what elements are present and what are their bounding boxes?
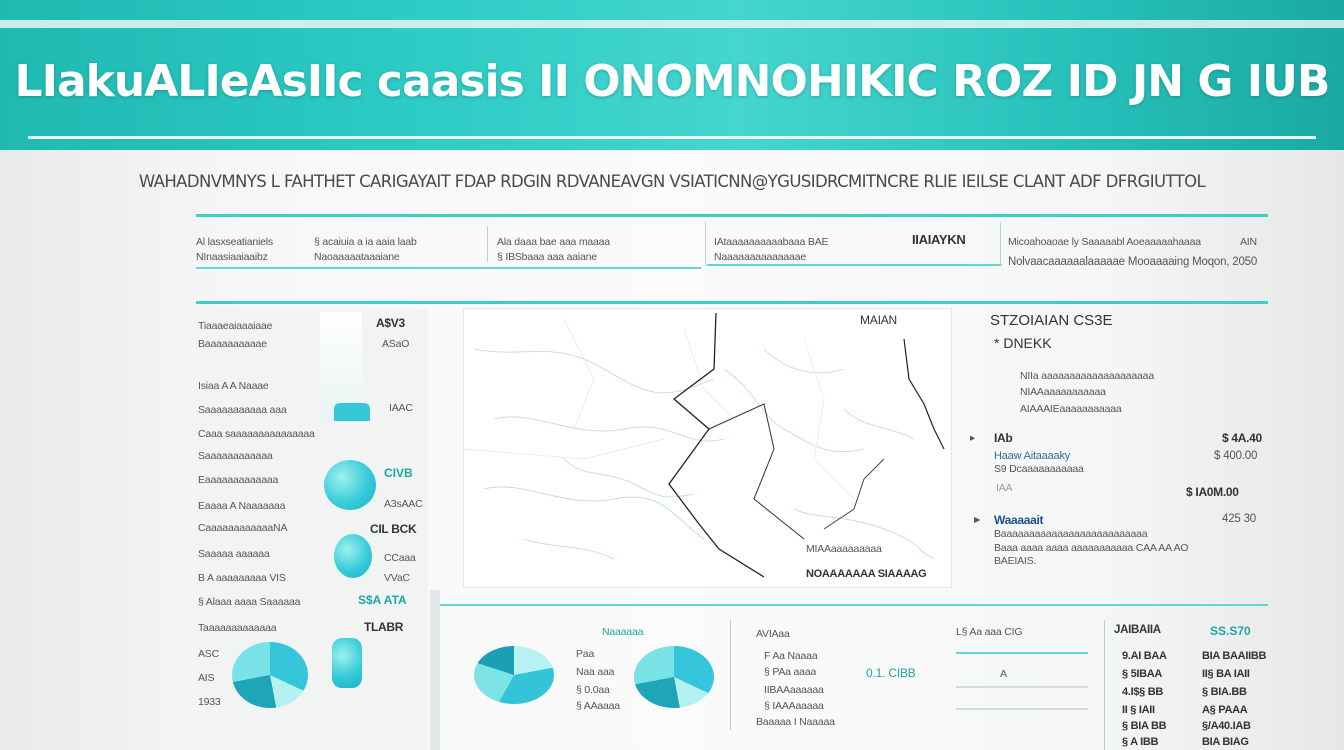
bottom-table-row-0-c0: 9.AI BAA bbox=[1122, 650, 1167, 662]
info-row-bottom-rule-left bbox=[196, 267, 701, 269]
info-row-top-rule bbox=[196, 214, 1268, 217]
info-block-3-line-2: § IBSbaaa aaa aaiane bbox=[497, 251, 597, 263]
left-row-3-label: Saaaaaaaaaaa aaa bbox=[198, 404, 287, 416]
left-row-9-label: Saaaaa aaaaaa bbox=[198, 548, 270, 560]
right-line-2: NIAAaaaaaaaaaaa bbox=[1020, 386, 1106, 398]
bottom-table-row-1-c0: § 5IBAA bbox=[1122, 668, 1163, 680]
bottom-col4-rule-2 bbox=[956, 686, 1088, 688]
bottom-table-row-5-c1: BIA BIAG bbox=[1202, 736, 1249, 748]
bottom-pie-right bbox=[634, 646, 714, 708]
info-block-1-line-2: NInaasiaaiaaibz bbox=[196, 251, 268, 263]
bottom-table-row-3-c0: II § IAII bbox=[1122, 704, 1155, 716]
map-border-south bbox=[824, 459, 884, 529]
bottom-table-row-2-c0: 4.I$§ BB bbox=[1122, 686, 1164, 698]
left-row-0-label: Tiaaaeaiaaaiaae bbox=[198, 320, 273, 332]
info-divider-1 bbox=[487, 226, 488, 262]
bottom-center-label: Naaaaaa bbox=[602, 626, 644, 638]
right-note-2: Baaa aaaa aaaa aaaaaaaaaaa CAA AA AO bbox=[994, 542, 1189, 554]
left-row-9-value: CCaaa bbox=[384, 552, 416, 564]
left-row-8-value: CIL BCK bbox=[370, 522, 417, 536]
info-block-6-line-2: Nolvaacaaaaaalaaaaae Mooaaaaing Moqon, 2050 bbox=[1008, 256, 1258, 268]
map-label-top: MAIAN bbox=[860, 313, 898, 327]
left-row-12-label: Taaaaaaaaaaaaa bbox=[198, 622, 277, 634]
bottom-col4-tag: A bbox=[1000, 668, 1007, 680]
left-row-3-value: IAAC bbox=[389, 402, 413, 414]
bottom-legend-3: § AAaaaa bbox=[576, 700, 620, 712]
bottom-col4-rule bbox=[956, 652, 1088, 654]
left-bottom-v1: ASC bbox=[198, 648, 219, 660]
left-bottom-v2: AIS bbox=[198, 672, 215, 684]
bottom-table-row-2-c1: § BIA.BB bbox=[1202, 686, 1247, 698]
left-row-10-value: VVaC bbox=[384, 572, 410, 584]
bottom-table-row-3-c1: A§ PAAA bbox=[1202, 704, 1248, 716]
info-divider-2 bbox=[705, 222, 706, 266]
map-label-bottom-2: NOAAAAAAA SIAAAAG bbox=[806, 568, 927, 580]
left-bottom-v3: 1933 bbox=[198, 696, 221, 708]
bottom-col3-value: 0.1. CIBB bbox=[866, 666, 916, 680]
info-block-2-line-2: Naoaaaaataaaiane bbox=[314, 251, 400, 263]
header-top-line bbox=[0, 20, 1344, 28]
info-block-2-line-1: § acaiuia a ia aaia laab bbox=[314, 236, 417, 248]
info-block-5-label: IIAIAYKN bbox=[912, 232, 966, 247]
bottom-table-header-0: JAIBAIIA bbox=[1114, 624, 1161, 636]
left-bar-fill bbox=[334, 403, 370, 421]
info-block-3-line-1: Ala daaa bae aaa maaaa bbox=[497, 236, 610, 248]
left-row-6-value: CIVB bbox=[384, 466, 413, 480]
right-note-1: Baaaaaaaaaaaaaaaaaaaaaaaaaa bbox=[994, 528, 1148, 540]
bottom-top-rule bbox=[440, 604, 1268, 606]
bottom-col3-line-3: § IAAAaaaaa bbox=[764, 700, 824, 712]
right-item-0-value: $ 4A.40 bbox=[1222, 431, 1262, 445]
left-row-1-label: Baaaaaaaaaae bbox=[198, 338, 267, 350]
bottom-legend-2: § 0.0aa bbox=[576, 684, 610, 696]
bottom-col3-line-2: IIBAAaaaaaa bbox=[764, 684, 824, 696]
map-label-bottom-1: MIAAaaaaaaaaa bbox=[806, 543, 882, 555]
bottom-table-row-4-c1: §/A40.IAB bbox=[1202, 720, 1251, 732]
right-item-1-name: Haaw Aitaaaaky bbox=[994, 450, 1071, 462]
left-row-8-label: CaaaaaaaaaaaaNA bbox=[198, 522, 288, 534]
bottom-table-row-1-c1: II§ BA IAII bbox=[1202, 668, 1250, 680]
right-item-1-value: $ 400.00 bbox=[1214, 450, 1258, 462]
main-top-rule bbox=[196, 301, 1268, 304]
left-row-11-value: S$A ATA bbox=[358, 593, 407, 607]
map-rivers bbox=[474, 349, 934, 559]
left-row-7-label: Eaaaa A Naaaaaaa bbox=[198, 500, 286, 512]
right-note-3: BAEIAIS. bbox=[994, 555, 1037, 567]
left-row-4-label: Caaa saaaaaaaaaaaaaaa bbox=[198, 428, 315, 440]
left-panel-shadow bbox=[430, 590, 440, 750]
left-row-7-value: A3sAAC bbox=[384, 498, 423, 510]
left-row-6-label: Eaaaaaaaaaaaaa bbox=[198, 474, 279, 486]
left-blob-2 bbox=[334, 534, 372, 578]
left-row-2-label: Isiaa A A Naaae bbox=[198, 380, 269, 392]
right-item-5-bullet: ► bbox=[972, 514, 983, 526]
right-heading: STZOIAIAN CS3E bbox=[990, 312, 1113, 329]
bottom-divider-1 bbox=[730, 620, 731, 730]
map-border-east bbox=[904, 339, 944, 449]
left-row-5-label: Saaaaaaaaaaaa bbox=[198, 450, 273, 462]
right-line-1: NIIa aaaaaaaaaaaaaaaaaaaa bbox=[1020, 370, 1154, 382]
bottom-col3-line-4: Baaaaa I Naaaaa bbox=[756, 716, 835, 728]
info-row-bottom-rule-mid bbox=[707, 264, 1002, 266]
left-row-12-value: TLABR bbox=[364, 620, 404, 634]
left-row-1-value: ASaO bbox=[382, 338, 410, 350]
map-border-secondary bbox=[709, 404, 804, 539]
left-blob-3 bbox=[332, 638, 362, 688]
left-row-10-label: B A aaaaaaaaa VIS bbox=[198, 572, 286, 584]
bottom-col3-line-1: § PAa aaaa bbox=[764, 666, 817, 678]
right-item-0-name: IAb bbox=[994, 431, 1013, 445]
right-item-0-bullet: ▸ bbox=[970, 432, 976, 444]
left-pie-chart bbox=[232, 642, 308, 708]
info-block-6-line-1: Micoahoaoae ly Saaaaabl Aoeaaaaahaaaa bbox=[1008, 236, 1201, 248]
bottom-table-row-5-c0: § A IBB bbox=[1122, 736, 1159, 748]
left-row-0-value: A$V3 bbox=[376, 316, 405, 330]
bottom-pie-left bbox=[474, 646, 554, 704]
right-item-3-name: IAA bbox=[996, 482, 1013, 494]
bottom-divider-2 bbox=[1104, 620, 1105, 750]
bottom-table-row-4-c0: § BIA BB bbox=[1122, 720, 1167, 732]
bottom-col4-title: L§ Aa aaa CIG bbox=[956, 626, 1023, 638]
map-border-primary bbox=[669, 313, 764, 577]
header-underline bbox=[28, 136, 1316, 139]
bottom-table-header-1: SS.S70 bbox=[1210, 624, 1251, 638]
right-item-5-name: Waaaaait bbox=[994, 513, 1044, 527]
right-item-5-value: 425 30 bbox=[1222, 513, 1256, 525]
bottom-legend-0: Paa bbox=[576, 648, 595, 660]
bottom-col3-title: AVIAaa bbox=[756, 628, 790, 640]
map-borders-light bbox=[464, 319, 854, 499]
right-line-3: AIAAAIEaaaaaaaaaaa bbox=[1020, 403, 1122, 415]
bottom-col4-rule-3 bbox=[956, 708, 1088, 710]
bottom-col3-line-0: F Aa Naaaa bbox=[764, 650, 818, 662]
left-row-11-label: § Alaaa aaaa Saaaaaa bbox=[198, 596, 301, 608]
info-block-6-tag: AIN bbox=[1240, 236, 1257, 248]
info-divider-3 bbox=[1000, 222, 1001, 266]
page-subtitle: WAHADNVMNYS L FAHTHET CARIGAYAIT FDAP RDGIN RDVANEAVGN VSIATICNN@YGUSIDRCMITNCRE RLIE IEILSE CLANT ADF DFRGIUTTOL bbox=[138, 172, 1206, 191]
info-block-4-line-1: IAtaaaaaaaaaabaaa BAE bbox=[714, 236, 829, 248]
page-title: LIakuALIeAsIIc caasis II ONOMNOHIKIC ROZ ID JN G IUB bbox=[14, 56, 1330, 107]
bottom-legend-1: Naa aaa bbox=[576, 666, 615, 678]
info-block-1-line-1: Al lasxseatianiels bbox=[196, 236, 273, 248]
right-subheading: * DNEKK bbox=[994, 335, 1052, 351]
info-block-4-line-2: Naaaaaaaaaaaaaae bbox=[714, 251, 806, 263]
right-item-4-value: $ IA0M.00 bbox=[1186, 485, 1239, 499]
left-blob-1 bbox=[324, 460, 376, 510]
right-item-2-name: S9 Dcaaaaaaaaaaa bbox=[994, 463, 1084, 475]
bottom-table-row-0-c1: BIA BAAIIBB bbox=[1202, 650, 1267, 662]
